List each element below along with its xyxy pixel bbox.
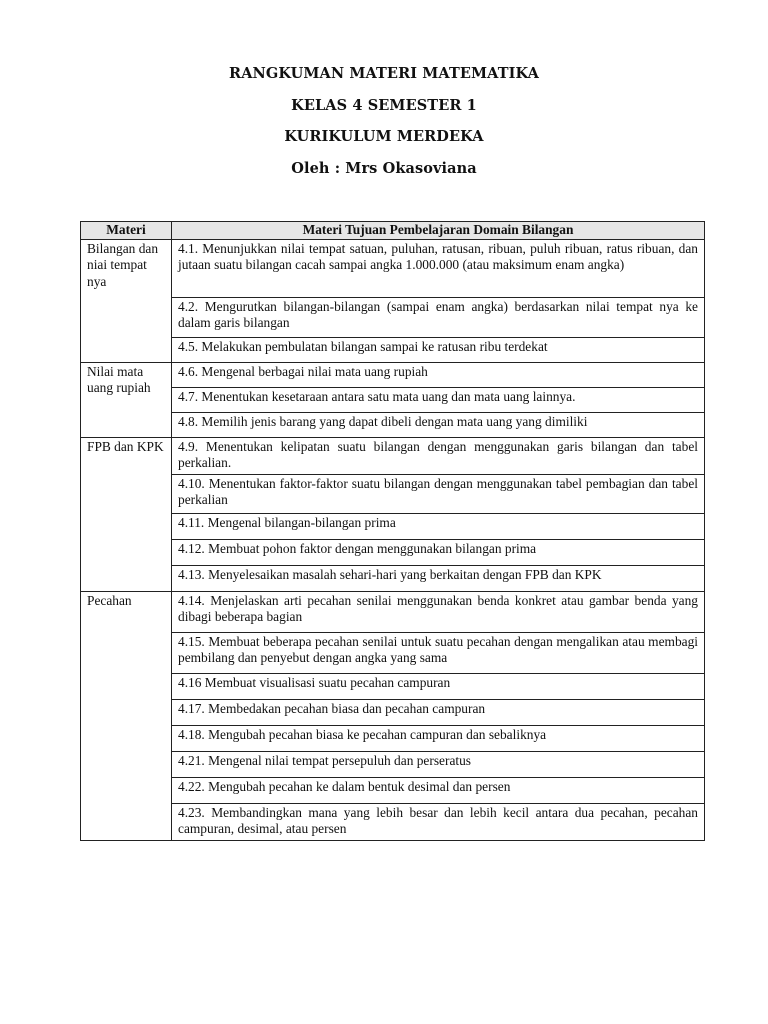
document-author: Oleh : Mrs Okasoviana (291, 159, 477, 177)
table-row (81, 591, 705, 632)
table-row (81, 777, 705, 803)
table-row (81, 362, 705, 387)
table-row (81, 803, 705, 840)
column-header-materi: Materi (81, 222, 172, 240)
objective-cell: 4.21. Mengenal nilai tempat persepuluh dan perseratus (172, 751, 705, 777)
table-row (81, 474, 705, 513)
table-row (81, 699, 705, 725)
table-row (81, 297, 705, 337)
objective-cell: 4.2. Mengurutkan bilangan-bilangan (sampai enam angka) berdasarkan nilai tempat nya ke dalam garis bilangan (172, 297, 705, 337)
objective-cell: 4.13. Menyelesaikan masalah sehari-hari yang berkaitan dengan FPB dan KPK (172, 565, 705, 591)
objective-cell: 4.22. Mengubah pecahan ke dalam bentuk desimal dan persen (172, 777, 705, 803)
objective-cell: 4.17. Membedakan pecahan biasa dan pecahan campuran (172, 699, 705, 725)
column-header-tujuan: Materi Tujuan Pembelajaran Domain Bilangan (172, 222, 705, 240)
document-title: RANGKUMAN MATERI MATEMATIKA (229, 65, 539, 82)
table-row (81, 387, 705, 412)
document-header (0, 64, 768, 190)
objective-cell: 4.18. Mengubah pecahan biasa ke pecahan campuran dan sebaliknya (172, 725, 705, 751)
table-row (81, 565, 705, 591)
table-header-row (81, 222, 705, 240)
table-row (81, 412, 705, 437)
table-row (81, 437, 705, 474)
objective-cell: 4.6. Mengenal berbagai nilai mata uang rupiah (172, 362, 705, 387)
table-row (81, 239, 705, 297)
objective-cell: 4.14. Menjelaskan arti pecahan senilai menggunakan benda konkret atau gambar benda yang dibagi beberapa bagian (172, 591, 705, 632)
table-row (81, 513, 705, 539)
document-class-semester: KELAS 4 SEMESTER 1 (291, 96, 477, 114)
document-curriculum: KURIKULUM MERDEKA (284, 128, 484, 145)
objective-cell: 4.8. Memilih jenis barang yang dapat dibeli dengan mata uang yang dimiliki (172, 412, 705, 437)
table-row (81, 632, 705, 673)
objective-cell: 4.5. Melakukan pembulatan bilangan sampai ke ratusan ribu terdekat (172, 337, 705, 362)
materi-cell: Nilai mata uang rupiah (81, 362, 172, 437)
objective-cell: 4.11. Mengenal bilangan-bilangan prima (172, 513, 705, 539)
table-row (81, 539, 705, 565)
table-row (81, 673, 705, 699)
objective-cell: 4.1. Menunjukkan nilai tempat satuan, puluhan, ratusan, ribuan, puluh ribuan, ratus ribuan, dan jutaan suatu bilangan cacah sampai angka 1.000.000 (atau maksimum enam angka) (172, 239, 705, 297)
table-row (81, 725, 705, 751)
objective-cell: 4.10. Menentukan faktor-faktor suatu bilangan dengan menggunakan tabel pembagian dan tabel perkalian (172, 474, 705, 513)
objective-cell: 4.9. Menentukan kelipatan suatu bilangan dengan menggunakan garis bilangan dan tabel perkalian. (172, 437, 705, 474)
objective-cell: 4.23. Membandingkan mana yang lebih besar dan lebih kecil antara dua pecahan, pecahan campuran, desimal, atau persen (172, 803, 705, 840)
table-row (81, 751, 705, 777)
objective-cell: 4.15. Membuat beberapa pecahan senilai untuk suatu pecahan dengan mengalikan atau membagi pembilang dan penyebut dengan angka yang sama (172, 632, 705, 673)
materi-cell: Bilangan dan niai tempat nya (81, 239, 172, 362)
objective-cell: 4.7. Menentukan kesetaraan antara satu mata uang dan mata uang lainnya. (172, 387, 705, 412)
objective-cell: 4.12. Membuat pohon faktor dengan menggunakan bilangan prima (172, 539, 705, 565)
table-row (81, 337, 705, 362)
materi-cell: Pecahan (81, 591, 172, 840)
objective-cell: 4.16 Membuat visualisasi suatu pecahan campuran (172, 673, 705, 699)
learning-objectives-table (80, 221, 705, 841)
materi-cell: FPB dan KPK (81, 437, 172, 591)
